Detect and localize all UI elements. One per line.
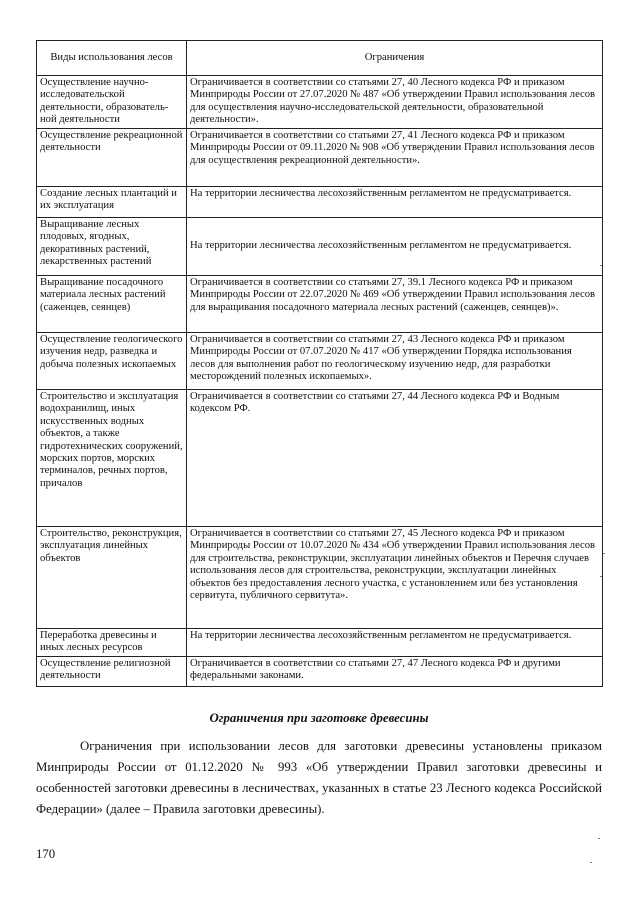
restriction-cell [187,527,603,629]
scan-speck [600,265,602,266]
use-cell [37,333,187,390]
restriction-cell [187,657,603,687]
table-row [37,527,603,629]
restriction-text: На территории лесничества лесохозяйственным регламентом не предусматривается. [190,240,572,252]
scan-speck [600,576,602,577]
section-title: Ограничения при заготовке древесины [209,711,429,725]
page-number: 170 [36,847,56,861]
restriction-cell [187,333,603,390]
table-row [37,657,603,687]
forest-use-restrictions-table [36,40,603,687]
table-header-row [37,41,603,76]
use-cell [37,129,187,187]
restriction-cell [187,187,603,218]
use-text: Создание лесных плантаций и их эксплуатация [40,188,177,212]
table-row [37,333,603,390]
scan-speck [590,862,592,863]
restriction-cell [187,76,603,129]
use-text: Выращивание посадочного материала лесных растений (саженцев, сеянцев) [40,277,166,313]
table-row [37,76,603,129]
restriction-text: Ограничивается в соответствии со статьями 27, 43 Лесного кодекса РФ и приказом Минприроды России от 07.07.2020 № 417 «Об утверждении Порядка использования лесов для выполнения работ по геологическому изучению недр, для разработки месторождений полезных ископаемых». [190,334,572,383]
restriction-text: Ограничивается в соответствии со статьями 27, 39.1 Лесного кодекса РФ и приказом Минприроды России от 22.07.2020 № 469 «Об утверждении Правил использования лесов для выращивания посадочного материала лесных растений (саженцев, сеянцев)». [190,277,596,313]
scan-speck [603,553,605,554]
use-text: Строительство, реконструкция, эксплуатация линейных объектов [40,528,182,564]
use-cell [37,629,187,657]
use-cell [37,276,187,333]
column-header-use: Виды использования лесов [37,41,187,76]
use-text: Осуществление религиозной деятельности [40,658,171,682]
table-row [37,129,603,187]
use-text: Осуществление геологического изучения недр, разведка и добыча полезных ископаемых [40,334,183,370]
use-text: Осуществление научно-исследовательской деятельности, образователь-ной деятельности [40,77,169,126]
use-text: Переработка древесины и иных лесных ресурсов [40,630,157,654]
use-cell [37,390,187,527]
use-cell [37,187,187,218]
restriction-cell [187,129,603,187]
restriction-cell [187,218,603,276]
table-row [37,187,603,218]
use-text: Строительство и эксплуатация водохранилищ, иных искусственных водных объектов, а также гидротехнических сооружений, морских портов, морских терминалов, речных портов, причалов [40,391,183,489]
restriction-text: Ограничивается в соответствии со статьями 27, 45 Лесного кодекса РФ и приказом Минприроды России от 10.07.2020 № 434 «Об утверждении Правил использования лесов для строительства, реконструкции, эксплуатации линейных объектов и Перечня случаев использования лесов для строительства, реконструкции, эксплуатации линейных объектов без предоставления лесного участка, с установлением или без установления сервитута, публичного сервитута». [190,528,596,602]
restriction-text: Ограничивается в соответствии со статьями 27, 41 Лесного кодекса РФ и приказом Минприроды России от 09.11.2020 № 908 «Об утверждении Правил использования лесов для осуществления рекреационной деятельности». [190,130,595,166]
use-text: Выращивание лесных плодовых, ягодных, декоративных растений, лекарственных растений [40,219,152,268]
restriction-cell [187,629,603,657]
use-cell [37,76,187,129]
use-cell [37,527,187,629]
use-cell [37,657,187,687]
table-row [37,629,603,657]
table-row [37,390,603,527]
scan-speck [598,838,600,839]
table-row [37,218,603,276]
use-text: Осуществление рекреационной деятельности [40,130,183,154]
restriction-text: На территории лесничества лесохозяйственным регламентом не предусматривается. [190,630,572,641]
restriction-text: Ограничивается в соответствии со статьями 27, 40 Лесного кодекса РФ и приказом Минприроды России от 27.07.2020 № 487 «Об утверждении Правил использования лесов для осуществления научно-исследовательской деятельности, образовательной деятельности». [190,77,596,126]
table-row [37,276,603,333]
restriction-text: На территории лесничества лесохозяйственным регламентом не предусматривается. [190,188,572,199]
restriction-cell [187,390,603,527]
section-paragraph: Ограничения при использовании лесов для заготовки древесины установлены приказом Минприроды России от 01.12.2020 № 993 «Об утверждении Правил заготовки древесины и особенностей заготовки древесины в лесничествах, указанных в статье 23 Лесного кодекса Российской Федерации» (далее – Правила заготовки древесины). [36,739,602,816]
restriction-text: Ограничивается в соответствии со статьями 27, 44 Лесного кодекса РФ и Водным кодексом РФ. [190,391,560,415]
restriction-cell [187,276,603,333]
column-header-restriction: Ограничения [187,41,603,76]
use-cell [37,218,187,276]
restriction-text: Ограничивается в соответствии со статьями 27, 47 Лесного кодекса РФ и другими федеральными законами. [190,658,561,682]
